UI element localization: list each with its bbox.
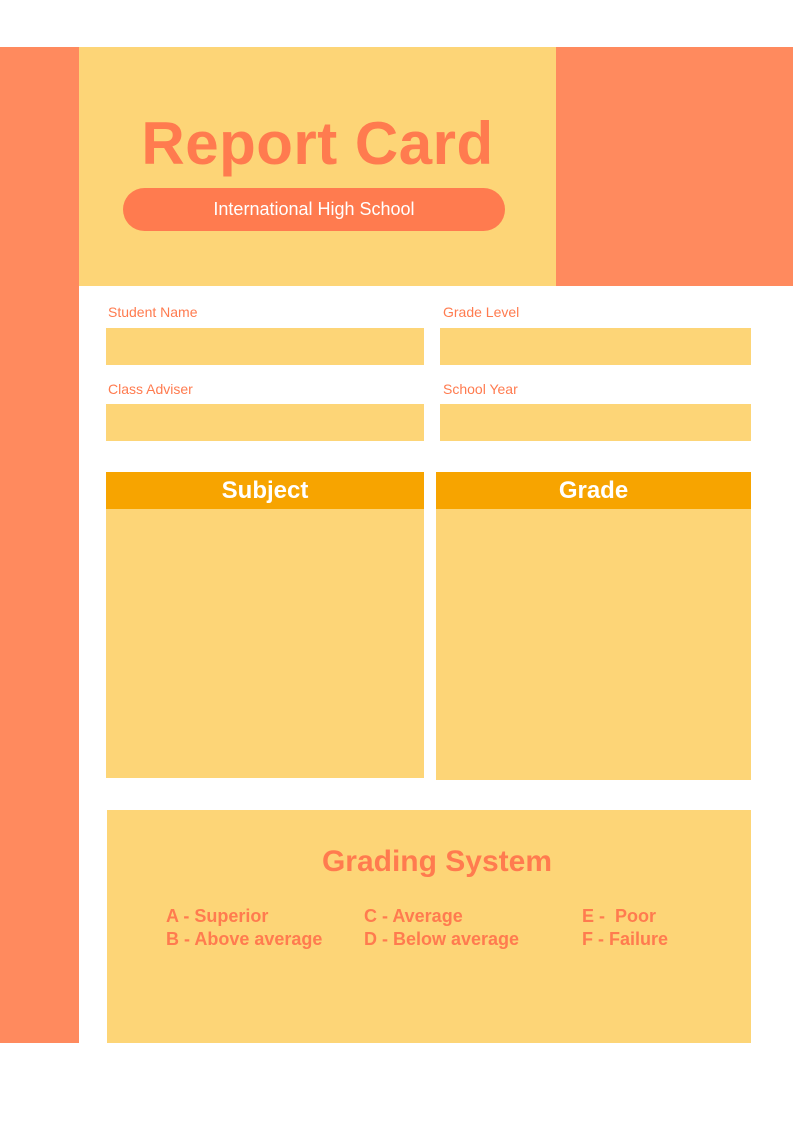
grade-f-item: F - Failure xyxy=(582,929,669,949)
grade-level-field[interactable] xyxy=(440,328,751,365)
left-decorative-stripe xyxy=(0,47,79,1043)
grade-a-item: A - Superior xyxy=(166,906,269,926)
student-name-field[interactable] xyxy=(106,328,424,365)
class-adviser-label: Class Adviser xyxy=(108,381,193,397)
subject-column-body[interactable] xyxy=(106,509,424,778)
grade-d-item: D - Below average xyxy=(364,929,520,949)
grade-column-body[interactable] xyxy=(436,509,751,780)
grade-b-item: B - Above average xyxy=(166,929,323,949)
page-title: Report Card xyxy=(141,110,494,177)
grade-column-header: Grade xyxy=(436,472,751,509)
grading-system-title: Grading System xyxy=(321,845,553,878)
grade-e-item: E - Poor xyxy=(582,906,657,926)
subject-column-header: Subject xyxy=(106,472,424,509)
student-name-label: Student Name xyxy=(108,304,198,320)
school-year-label: School Year xyxy=(443,381,518,397)
school-year-field[interactable] xyxy=(440,404,751,441)
header-accent-block xyxy=(556,47,793,286)
class-adviser-field[interactable] xyxy=(106,404,424,441)
grade-c-item: C - Average xyxy=(364,906,463,926)
grade-level-label: Grade Level xyxy=(443,304,520,320)
school-name-badge: International High School xyxy=(123,188,505,231)
